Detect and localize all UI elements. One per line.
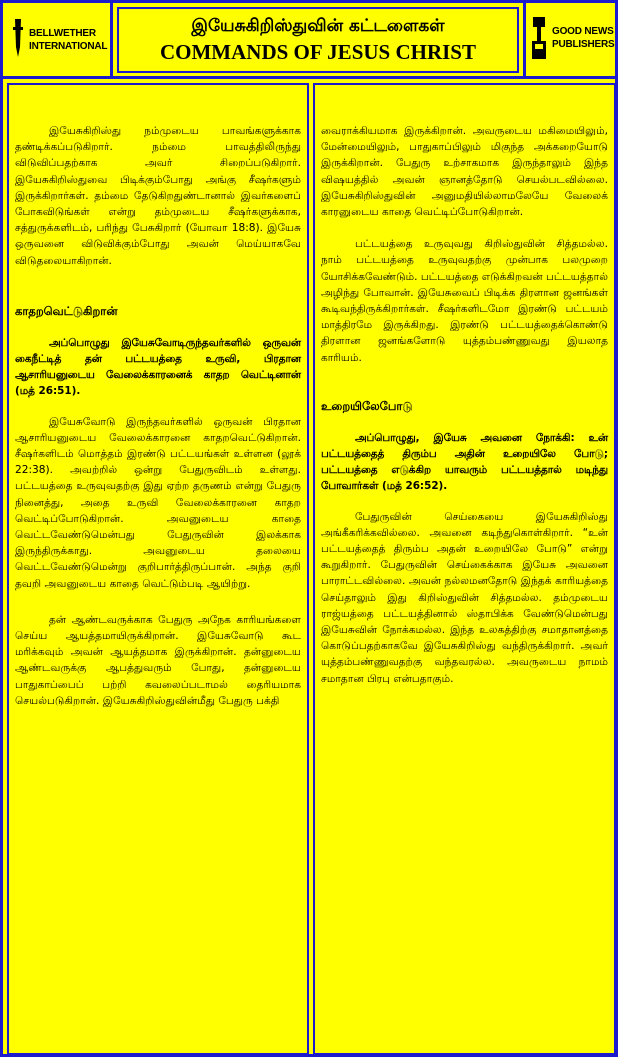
paragraph-peace: பேதுருவின் செய்கையை இயேசுகிறிஸ்து அங்கீகரிக்கவில்லை. அவனை கடிந்துகொள்கிறார். “உன் பட்டயத்தைத் திரும்ப அதன் உறையிலே போடு” என்று கூறுகிறார். பேதுருவின் செய்கைக்காக இயேசு அவனை பாராட்டவில்லை. அவன் நல்லமனதோடு இந்தக் காரியத்தை செய்தாலும் இது கிறிஸ்துவின் சித்தமல்ல. தம்முடைய ராஜ்யத்தை பட்டயத்தினால் ஸ்தாபிக்க வேண்டுமென்பது இயேசுவின் நோக்கமல்ல. இந்த உலகத்திற்கு சமாதானத்தை கொடுப்பதற்காகவே இயேசுகிறிஸ்து வந்திருக்கிறார். அவர் யுத்தம்பண்ணுவதற்கு வந்தவரல்ல. அவருடைய நாமம் சமாதான பிரபு என்பதாகும். (321, 510, 608, 685)
scripture-verse-1: அப்பொழுது இயேசுவோடிருந்தவர்களில் ஒருவன் கைநீட்டித் தன் பட்டயத்தை உருவி, பிரதான ஆசாரியனுடைய வேலைக்காரனைக் காதற வெட்டினான் (மத் 26:51). (15, 336, 301, 398)
bellwether-logo (3, 3, 113, 76)
paragraph-2: இயேசுவோடு இருந்தவர்களில் ஒருவன் பிரதான ஆசாரியனுடைய வேலைக்காரனை காதறவெட்டுகிறான். சீஷர்களிடம் மொத்தம் இரண்டு பட்டயங்கள் உள்ளன (லூக் 22:38). அவற்றில் ஒன்று பேதுருவிடம் உள்ளது. பட்டயத்தை உருவுவதற்கு இது ஏற்ற தருணம் என்று பேதுரு நினைத்து, அதை உருவி வேலைக்காரனை காதற வெட்டிப்போடுகிறான். அவனுடைய காதை வெட்டவேண்டுமென்பது பேதுருவின் இலக்காக இருந்திருக்காது. அவனுடைய தலையை வெட்டவேண்டுமென்று குறிபார்த்திருப்பான். அந்த குறி தவறி அவனுடைய காதை வெட்டும்படி ஆயிற்று. (15, 415, 301, 590)
title-box (117, 7, 519, 73)
paragraph-continued: வைராக்கியமாக இருக்கிறான். அவருடைய மகிமையிலும், மேன்மையிலும், பாதுகாப்பிலும் மிகுந்த அக்கறையோடு இருக்கிறான். பேதுரு உற்சாகமாக இருந்தாலும் இந்த விஷயத்தில் அவன் ஞானத்தோடு செயல்படவில்லை. இயேசுகிறிஸ்துவின் அனுமதியில்லாமலேயே வேலைக் காரனுடைய காதை வெட்டிப்போடுகிறான். (321, 125, 608, 219)
page-title-tamil: இயேசுகிறிஸ்துவின் கட்டளைகள் (191, 16, 445, 36)
section-heading-2: உறையிலேபோடு (321, 398, 413, 413)
header (3, 3, 615, 79)
paragraph-3: தன் ஆண்டவருக்காக பேதுரு அநேக காரியங்களை செய்ய ஆயத்தமாயிருக்கிறான். இயேசுவோடு கூட மரிக்கவும் அவன் ஆயத்தமாக இருக்கிறான். தன்னுடைய ஆண்டவருக்கு ஆபத்துவரும் போது, தன்னுடைய பாதுகாப்பைப் பற்றி கவலைப்படாமல் தைரியமாக செயல்படுகிறான். இயேசுகிறிஸ்துவின்மீது பேதுரு பக்தி (15, 613, 301, 707)
intro-paragraph: இயேசுகிறிஸ்து நம்முடைய பாவங்களுக்காக தண்டிக்கப்படுகிறார். நம்மை பாவத்திலிருந்து விடுவிப்பதற்காக அவர் சிறைப்படுகிறார். இயேசுகிறிஸ்துவை பிடிக்கும்போது அங்கு சீஷர்களும் இருக்கிறார்கள். தம்மை தேடுகிறதுண்டானால் இவர்களைப் போகவிடுங்கள் என்று தம்முடைய சீஷர்களுக்காக, சத்துருக்களிடம், பரிந்து பேசுகிறார் (யோவா 18:8). இயேசு ஒருவனை விடுவிக்கும்போது அவன் மெய்யாகவே விடுதலையாகிறான். (15, 125, 301, 267)
right-column (313, 83, 616, 1055)
scripture-verse-2: அப்பொழுது, இயேசு அவனை நோக்கி: உன் பட்டயத்தைத் திரும்ப அதின் உறையிலே போடு; பட்டயத்தை எடுக்கிற யாவரும் பட்டயத்தால் மடிந்து போவார்கள் (மத் 26:52). (321, 431, 608, 493)
logo-text-line1: GOOD NEWS (552, 26, 614, 37)
good-news-logo (523, 3, 615, 76)
logo-text-line2: INTERNATIONAL (29, 41, 108, 52)
section-heading-1: காதறவெட்டுகிறான் (15, 303, 118, 318)
logo-text-line1: BELLWETHER (29, 28, 96, 39)
paragraph-sword: பட்டயத்தை உருவுவது கிறிஸ்துவின் சித்தமல்ல. நாம் பட்டயத்தை உருவுவதற்கு முன்பாக பலமுறை யோசிக்கவேண்டும். பட்டயத்தை எடுக்கிறவன் பட்டயத்தால் அழிந்து போவான். இயேசுவைப் பிடிக்க திரளான ஜனங்கள் கூடிவந்திருக்கிறார்கள். சீஷர்களிடமோ இரண்டு பட்டயம் மாத்திரமே இருக்கிறது. இரண்டு பட்டயத்தைக்கொண்டு திரளான ஜனங்களோடு யுத்தம்பண்ணுவது இயலாத காரியம். (321, 238, 608, 364)
pen-icon (11, 17, 27, 61)
logo-text-line2: PUBLISHERS (552, 39, 615, 50)
left-column (7, 83, 309, 1055)
page-title-english: COMMANDS OF JESUS CHRIST (159, 40, 476, 64)
hands-book-icon (530, 15, 550, 65)
